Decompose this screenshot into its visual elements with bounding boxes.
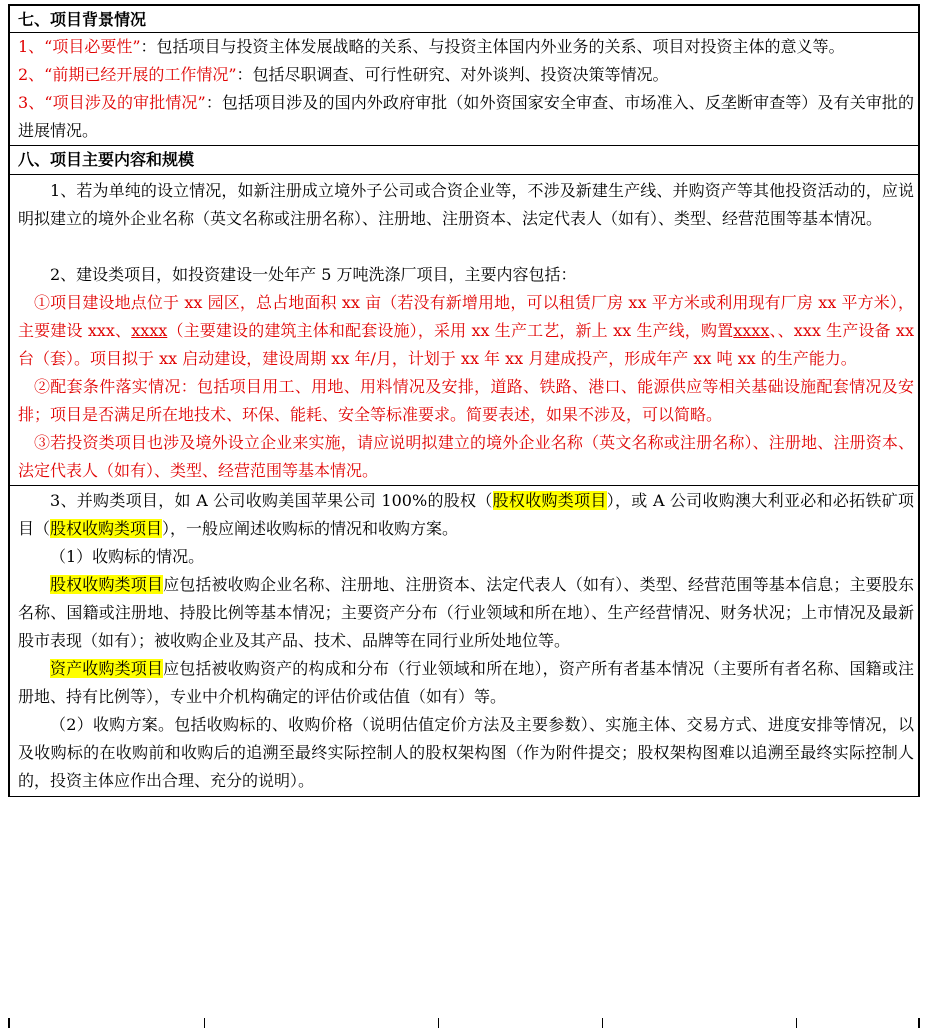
- highlight-equity-1: 股权收购类项目: [492, 491, 607, 510]
- section-7-header: [8, 4, 920, 33]
- row-divider: [438, 1018, 439, 1028]
- document-table: [8, 4, 920, 797]
- section-8-body-a: [8, 175, 920, 486]
- next-table-row: [8, 1018, 920, 1028]
- construction-location-item: ①项目建设地点位于 xx 园区，总占地面积 xx 亩（若没有新增用地，可以租赁厂房 xx 平方米或利用现有厂房 xx 平方米），主要建设 xxx、xxxx（主要建设的建筑主体和配套设施），采用 xx 生产工艺，新上 xx 生产线，购置xxxx、、xxx 生产设备 xx 台（套）。项目拟于 xx 启动建设，建设周期 xx 年/月，计划于 xx 年 xx 月建成投产，形成年产 xx 吨 xx 的生产能力。: [18, 293, 914, 368]
- asset-acquisition-paragraph: 资产收购类项目应包括被收购资产的构成和分布（行业领域和所在地），资产所有者基本情况（主要所有者名称、国籍或注册地、持有比例等），专业中介机构确定的评估价或估值（如有）等。: [18, 659, 914, 706]
- overseas-entity-item: ③若投资类项目也涉及境外设立企业来实施，请应说明拟建立的境外企业名称（英文名称或注册名称）、注册地、注册资本、法定代表人（如有）、类型、经营范围等基本情况。: [18, 433, 914, 480]
- section-8-body-b: [8, 486, 920, 797]
- highlight-equity-3: 股权收购类项目: [50, 575, 164, 594]
- row-divider: [602, 1018, 603, 1028]
- construction-paragraph: 2、建设类项目，如投资建设一处年产 5 万吨洗涤厂项目，主要内容包括：: [50, 265, 577, 284]
- highlight-equity-2: 股权收购类项目: [50, 519, 163, 538]
- target-subheading: （1）收购标的情况。: [50, 547, 205, 566]
- supporting-conditions-item: ②配套条件落实情况：包括项目用工、用地、用料情况及安排，道路、铁路、港口、能源供应等相关基础设施配套情况及安排；项目是否满足所在地技术、环保、能耗、安全等标准要求。简要表述，如果不涉及，可以简略。: [18, 377, 914, 424]
- acquisition-plan-paragraph: （2）收购方案。包括收购标的、收购价格（说明估值定价方法及主要参数）、实施主体、交易方式、进度安排等情况，以及收购标的在收购前和收购后的追溯至最终实际控制人的股权架构图（作为附件提交；股权架构图难以追溯至最终实际控制人的，投资主体应作出合理、充分的说明）。: [18, 715, 914, 790]
- prior-work-item: 2、“前期已经开展的工作情况”：包括尽职调查、可行性研究、对外谈判、投资决策等情况。: [18, 65, 669, 84]
- section-8-header: [8, 146, 920, 175]
- blank-line: [18, 233, 914, 261]
- section-7-body: [8, 33, 920, 146]
- section-8-title: 八、项目主要内容和规模: [18, 150, 195, 169]
- row-divider: [204, 1018, 205, 1028]
- setup-paragraph: 1、若为单纯的设立情况，如新注册成立境外子公司或合资企业等，不涉及新建生产线、并购资产等其他投资活动的，应说明拟建立的境外企业名称（英文名称或注册名称）、注册地、注册资本、法定代表人（如有）、类型、经营范围等基本情况。: [18, 181, 914, 228]
- highlight-asset: 资产收购类项目: [50, 659, 164, 678]
- equity-acquisition-paragraph: 股权收购类项目应包括被收购企业名称、注册地、注册资本、法定代表人（如有）、类型、经营范围等基本信息；主要股东名称、国籍或注册地、持股比例等基本情况；主要资产分布（行业领域和所在地）、生产经营情况、财务状况；上市情况及最新股市表现（如有）；被收购企业及其产品、技术、品牌等在同行业所处地位等。: [18, 575, 914, 650]
- necessity-item: 1、“项目必要性”：包括项目与投资主体发展战略的关系、与投资主体国内外业务的关系、项目对投资主体的意义等。: [18, 37, 845, 56]
- section-7-title: 七、项目背景情况: [18, 10, 147, 29]
- row-divider: [796, 1018, 797, 1028]
- approval-item: 3、“项目涉及的审批情况”：包括项目涉及的国内外政府审批（如外资国家安全审查、市场准入、反垄断审查等）及有关审批的进展情况。: [18, 93, 914, 140]
- acquisition-paragraph: 3、并购类项目，如 A 公司收购美国苹果公司 100%的股权（股权收购类项目），或 A 公司收购澳大利亚必和必拓铁矿项目（股权收购类项目），一般应阐述收购标的情况和收购方案。: [18, 491, 914, 538]
